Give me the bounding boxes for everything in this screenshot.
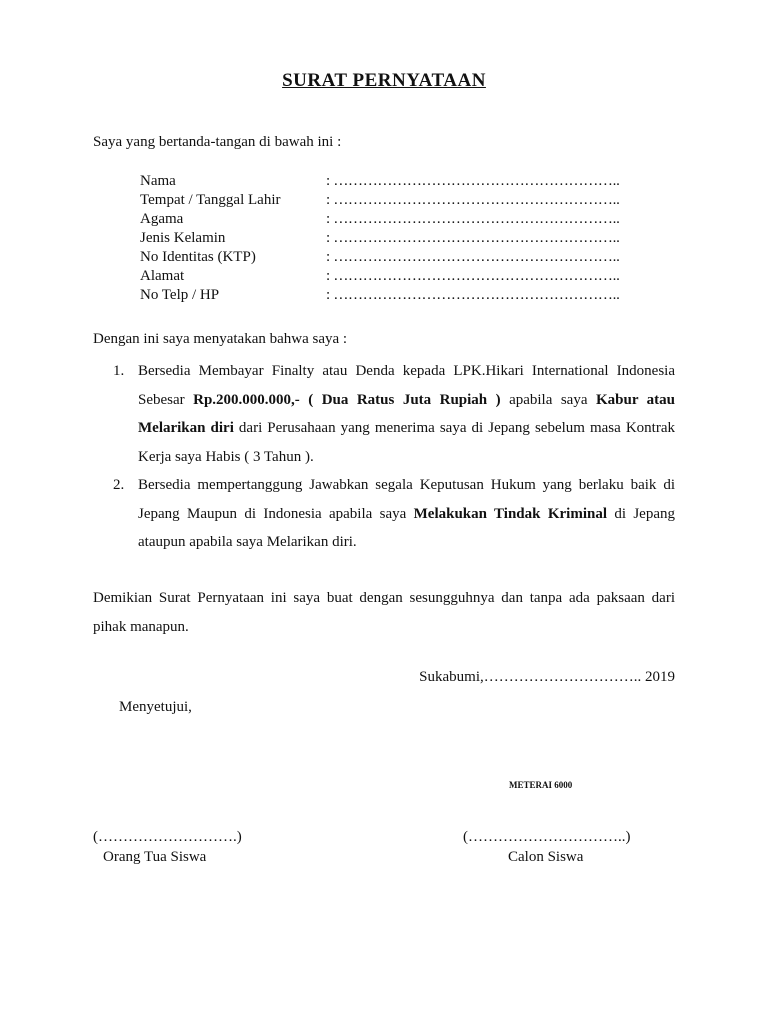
approval-label: Menyetujui, [119, 699, 192, 715]
item-text: di Jepang ataupun apabila saya Melarikan diri. [138, 505, 675, 550]
item-bold-text: Melakukan Tindak Kriminal [413, 505, 607, 522]
field-blank: : ………………………………………………….. [326, 192, 620, 208]
document-title: SURAT PERNYATAAN [282, 70, 486, 91]
item-text: apabila saya [500, 391, 596, 408]
field-blank: : ………………………………………………….. [326, 173, 620, 189]
stamp-label: METERAI 6000 [509, 780, 573, 790]
field-blank: : ………………………………………………….. [326, 287, 620, 303]
field-label: Tempat / Tanggal Lahir [140, 192, 281, 208]
closing-paragraph: Demikian Surat Pernyataan ini saya buat dengan sesungguhnya dan tanpa ada paksaan dari pihak manapun. [93, 590, 675, 635]
statement-item-1 [113, 357, 675, 471]
item-text: Bersedia mempertanggung Jawabkan segala Keputusan Hukum yang berlaku baik di Jepang Maupun di Indonesia apabila saya [138, 477, 675, 522]
field-label: Jenis Kelamin [140, 230, 226, 246]
statement-item-2 [113, 471, 675, 557]
item-number: 2. [113, 477, 125, 493]
student-signature-name: Calon Siswa [508, 849, 584, 865]
statement-intro: Dengan ini saya menyatakan bahwa saya : [93, 331, 348, 347]
field-label: Agama [140, 211, 184, 227]
parent-signature-name: Orang Tua Siswa [103, 849, 207, 865]
field-label: Alamat [140, 268, 185, 284]
field-blank: : ………………………………………………….. [326, 268, 620, 284]
item-bold-text: Kabur atau Melarikan diri [138, 391, 676, 436]
field-label: Nama [140, 173, 176, 189]
item-bold-text: Rp.200.000.000,- ( Dua Ratus Juta Rupiah ) [193, 391, 501, 408]
item-text: Bersedia Membayar Finalty atau Denda kepada LPK.Hikari International Indonesia Sebesar [138, 363, 675, 408]
item-number: 1. [113, 363, 125, 379]
field-blank: : ………………………………………………….. [326, 249, 620, 265]
field-blank: : ………………………………………………….. [326, 211, 620, 227]
student-signature-line: (…………………………..) [463, 829, 631, 845]
field-label: No Identitas (KTP) [140, 249, 256, 265]
parent-signature-line: (……………………….) [93, 829, 242, 845]
field-blank: : ………………………………………………….. [326, 230, 620, 246]
field-label: No Telp / HP [140, 287, 220, 303]
place-date: Sukabumi,………………………….. 2019 [419, 669, 675, 685]
item-text: dari Perusahaan yang menerima saya di Jepang sebelum masa Kontrak Kerja saya Habis ( 3 Tahun ). [138, 420, 675, 465]
intro-text: Saya yang bertanda-tangan di bawah ini : [93, 134, 342, 150]
statement-list [113, 357, 675, 557]
